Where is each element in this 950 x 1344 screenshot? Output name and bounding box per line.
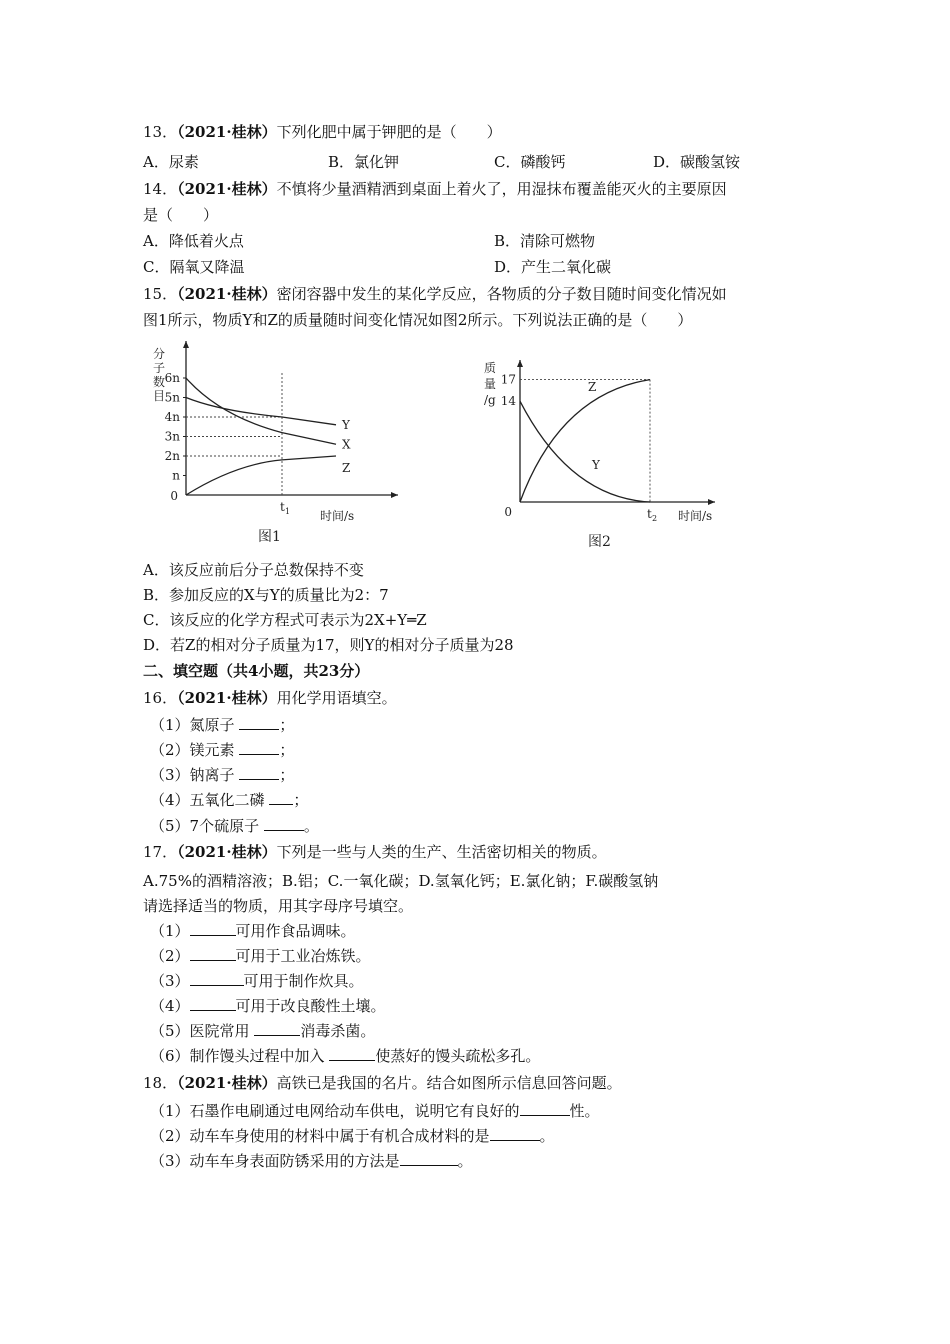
fig1-y-tick-label: 2n [164, 449, 180, 463]
fig2-series-y-label: Y [592, 457, 600, 472]
section-heading: 二、填空题（共4小题，共23分） [143, 662, 370, 680]
fig1-x-tick-label: t [280, 500, 285, 514]
answer-blank[interactable] [264, 816, 304, 831]
fig2-x-arrow [708, 499, 715, 505]
figure-1-chart [140, 335, 420, 550]
answer-blank[interactable] [190, 946, 236, 961]
q17-item-6: （6）制作馒头过程中加入 使蒸好的馒头疏松多孔。 [150, 1047, 541, 1065]
fig2-y-arrow [517, 360, 523, 367]
fig1-series-z-line [186, 456, 336, 495]
fig1-x-arrow [391, 492, 398, 498]
answer-blank[interactable] [329, 1046, 375, 1061]
q17-item-5: （5）医院常用 消毒杀菌。 [150, 1022, 376, 1040]
answer-blank[interactable] [190, 921, 236, 936]
fig1-y-tick-label: 3n [164, 429, 180, 444]
q15-stem: 15．（2021·桂林）密闭容器中发生的某化学反应，各物质的分子数目随时间变化情况如 [143, 285, 727, 303]
fig2-x-tick-label: t [647, 507, 652, 521]
q15-option-a: A．该反应前后分子总数保持不变 [143, 561, 364, 579]
fig2-x-tick-subscript: 2 [652, 514, 658, 523]
q17-item-2: （2） 可用于工业冶炼铁。 [150, 947, 371, 965]
q18-item-1: （1）石墨作电刷通过电网给动车供电，说明它有良好的 性。 [150, 1102, 600, 1120]
q14-option-a: A．降低着火点 [143, 232, 244, 250]
q15-option-c: C．该反应的化学方程式可表示为2X+Y═Z [143, 611, 427, 629]
q17-materials: A.75%的酒精溶液；B.铝；C.一氧化碳；D.氢氧化钙；E.氯化钠；F.碳酸氢钠 [143, 872, 659, 890]
answer-blank[interactable] [520, 1101, 570, 1116]
fig1-ylabel-char: 分 [153, 347, 166, 361]
fig1-series-y-line [186, 398, 336, 425]
q13-option-a: A．尿素 [143, 153, 199, 171]
q14-stem-cont: 是（ ） [143, 206, 219, 224]
fig1-series-z-line-label: Z [342, 461, 351, 475]
fig1-series-x-line [186, 378, 336, 444]
q13-option-c: C．磷酸钙 [494, 153, 566, 171]
q14-option-c: C．隔氧又降温 [143, 258, 245, 276]
fig2-series-y-line [520, 401, 650, 502]
q17-instruction: 请选择适当的物质，用其字母序号填空。 [143, 897, 414, 915]
q15-option-d: D．若Z的相对分子质量为17，则Y的相对分子质量为28 [143, 636, 514, 654]
fig2-xlabel: 时间/s [678, 509, 713, 523]
answer-blank[interactable] [239, 740, 279, 755]
fig2-ylabel-char: /g [484, 393, 496, 407]
q13-stem: 13．（2021·桂林）下列化肥中属于钾肥的是（ ） [143, 123, 502, 141]
fig1-y-tick-label: 4n [164, 410, 180, 424]
q16-stem: 16．（2021·桂林）用化学用语填空。 [143, 689, 397, 707]
answer-blank[interactable] [190, 996, 236, 1011]
answer-blank[interactable] [254, 1021, 300, 1036]
fig1-caption: 图1 [258, 529, 281, 545]
fig2-series-z-label: Z [588, 380, 597, 395]
q17-stem: 17．（2021·桂林）下列是一些与人类的生产、生活密切相关的物质。 [143, 843, 607, 861]
answer-blank[interactable] [239, 715, 279, 730]
fig2-series-z-line [520, 380, 650, 502]
q13-option-d: D．碳酸氢铵 [653, 153, 741, 171]
q14-option-b: B．清除可燃物 [494, 232, 596, 250]
q15-stem-cont: 图1所示，物质Y和Z的质量随时间变化情况如图2所示。下列说法正确的是（ ） [143, 311, 693, 329]
q18-item-2: （2）动车车身使用的材料中属于有机合成材料的是 。 [150, 1127, 555, 1145]
q18-stem: 18．（2021·桂林）高铁已是我国的名片。结合如图所示信息回答问题。 [143, 1074, 622, 1092]
fig2-caption: 图2 [588, 534, 611, 550]
answer-blank[interactable] [269, 790, 293, 805]
fig1-y-tick-label: 6n [164, 371, 180, 385]
fig1-ylabel-char: 数 [153, 375, 166, 389]
fig1-y-arrow [183, 341, 189, 348]
fig1-y-tick-label: 5n [164, 390, 180, 405]
q16-item-5: （5）7个硫原子 。 [150, 817, 319, 835]
q17-item-1: （1） 可用作食品调味。 [150, 922, 356, 940]
fig1-ylabel [153, 346, 165, 403]
fig1-xlabel: 时间/s [320, 509, 355, 523]
answer-blank[interactable] [400, 1151, 458, 1166]
q18-item-3: （3）动车车身表面防锈采用的方法是 。 [150, 1152, 473, 1170]
answer-blank[interactable] [190, 971, 244, 986]
answer-blank[interactable] [239, 765, 279, 780]
fig1-ylabel-char: 子 [153, 361, 166, 375]
fig1-x-tick-subscript: 1 [285, 507, 291, 516]
q17-item-4: （4） 可用于改良酸性土壤。 [150, 997, 386, 1015]
q14-option-d: D．产生二氧化碳 [494, 258, 612, 276]
q15-option-b: B．参加反应的X与Y的质量比为2：7 [143, 586, 389, 604]
fig2-y-tick-label: 17 [500, 372, 516, 387]
answer-blank[interactable] [490, 1126, 540, 1141]
q16-item-2: （2）镁元素 ； [150, 741, 295, 759]
fig2-y-tick-label: 14 [500, 394, 516, 409]
fig1-y-tick-label: n [172, 468, 180, 483]
fig2-ylabel-char: 量 [484, 377, 497, 391]
q13-option-b: B．氯化钾 [328, 153, 400, 171]
fig2-ylabel-char: 质 [484, 361, 497, 375]
q16-item-1: （1）氮原子 ； [150, 716, 295, 734]
fig2-origin-label: 0 [504, 505, 512, 519]
fig2-ylabel [484, 360, 496, 407]
q16-item-3: （3）钠离子 ； [150, 766, 295, 784]
q17-item-3: （3） 可用于制作炊具。 [150, 972, 364, 990]
fig1-series-x-line-label: X [342, 437, 351, 452]
fig1-origin-label: 0 [170, 489, 178, 503]
fig1-ylabel-char: 目 [153, 389, 166, 403]
q14-stem: 14．（2021·桂林）不慎将少量酒精洒到桌面上着火了，用湿抹布覆盖能灭火的主要原因 [143, 180, 727, 198]
figure-2-chart [470, 350, 740, 555]
fig1-series-y-line-label: Y [342, 417, 350, 432]
q16-item-4: （4）五氧化二磷 ； [150, 791, 309, 809]
